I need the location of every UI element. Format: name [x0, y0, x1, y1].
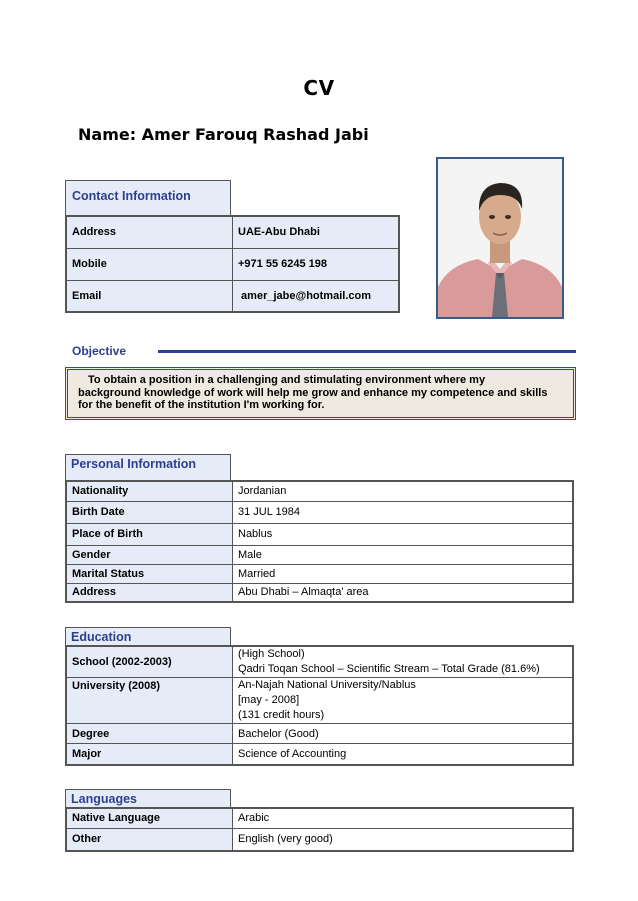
degree-value: Bachelor (Good): [233, 724, 574, 744]
table-row: [66, 808, 573, 828]
objective-line: for the benefit of the institution I'm working for.: [78, 399, 325, 411]
native-language-value: Arabic: [233, 808, 574, 828]
gender-value: Male: [233, 545, 574, 564]
table-row: [66, 564, 573, 583]
table-row: [66, 744, 573, 765]
objective-line: To obtain a position in a challenging and stimulating environment where my: [88, 374, 486, 386]
education-heading: Education: [65, 627, 231, 647]
table-row: [66, 545, 573, 564]
contact-email-value: amer_jabe@hotmail.com: [233, 280, 400, 312]
cv-title: CV: [303, 76, 335, 100]
major-label: Major: [66, 744, 233, 765]
university-details: [233, 678, 574, 724]
candidate-name: Name: Amer Farouq Rashad Jabi: [78, 125, 369, 144]
other-language-label: Other: [66, 828, 233, 851]
table-row: [66, 501, 573, 523]
objective-divider: [158, 350, 576, 353]
personal-address-value: Abu Dhabi – Almaqta' area: [233, 583, 574, 602]
university-label: University (2008): [66, 678, 233, 724]
education-table: [65, 645, 574, 766]
languages-table: [65, 807, 574, 852]
table-row: [66, 216, 399, 248]
table-row: [66, 280, 399, 312]
languages-heading: Languages: [65, 789, 231, 809]
gender-label: Gender: [66, 545, 233, 564]
birth-place-label: Place of Birth: [66, 523, 233, 545]
contact-heading: Contact Information: [65, 180, 231, 217]
other-language-value: English (very good): [233, 828, 574, 851]
objective-heading: Objective: [72, 344, 127, 358]
degree-label: Degree: [66, 724, 233, 744]
school-details: [233, 646, 574, 678]
school-label: School (2002-2003): [66, 646, 233, 678]
table-row: [66, 481, 573, 501]
nationality-value: Jordanian: [233, 481, 574, 501]
table-row: [66, 248, 399, 280]
personal-heading: Personal Information: [65, 454, 231, 481]
contact-mobile-label: Mobile: [66, 248, 233, 280]
school-name: Qadri Toqan School – Scientific Stream – Total Grade (81.6%): [238, 663, 540, 675]
birth-date-value: 31 JUL 1984: [233, 501, 574, 523]
contact-address-value: UAE-Abu Dhabi: [233, 216, 400, 248]
native-language-label: Native Language: [66, 808, 233, 828]
person-portrait-icon: [438, 159, 562, 317]
table-row: [66, 523, 573, 545]
contact-table: [65, 215, 400, 313]
table-row: [66, 583, 573, 602]
table-row: [66, 678, 573, 724]
university-credits: (131 credit hours): [238, 709, 325, 721]
table-row: [66, 646, 573, 678]
table-row: [66, 828, 573, 851]
birth-place-value: Nablus: [233, 523, 574, 545]
objective-text: [65, 367, 576, 420]
table-row: [66, 724, 573, 744]
contact-address-label: Address: [66, 216, 233, 248]
marital-status-label: Marital Status: [66, 564, 233, 583]
marital-status-value: Married: [233, 564, 574, 583]
nationality-label: Nationality: [66, 481, 233, 501]
university-name: An-Najah National University/Nablus: [238, 679, 416, 691]
profile-photo: [436, 157, 564, 319]
birth-date-label: Birth Date: [66, 501, 233, 523]
objective-line: background knowledge of work will help me grow and enhance my competence and skills: [78, 386, 548, 399]
personal-address-label: Address: [66, 583, 233, 602]
major-value: Science of Accounting: [233, 744, 574, 765]
school-type: (High School): [238, 648, 305, 660]
personal-table: [65, 480, 574, 603]
contact-mobile-value: +971 55 6245 198: [233, 248, 400, 280]
contact-email-label: Email: [66, 280, 233, 312]
university-date: [may - 2008]: [238, 694, 300, 706]
